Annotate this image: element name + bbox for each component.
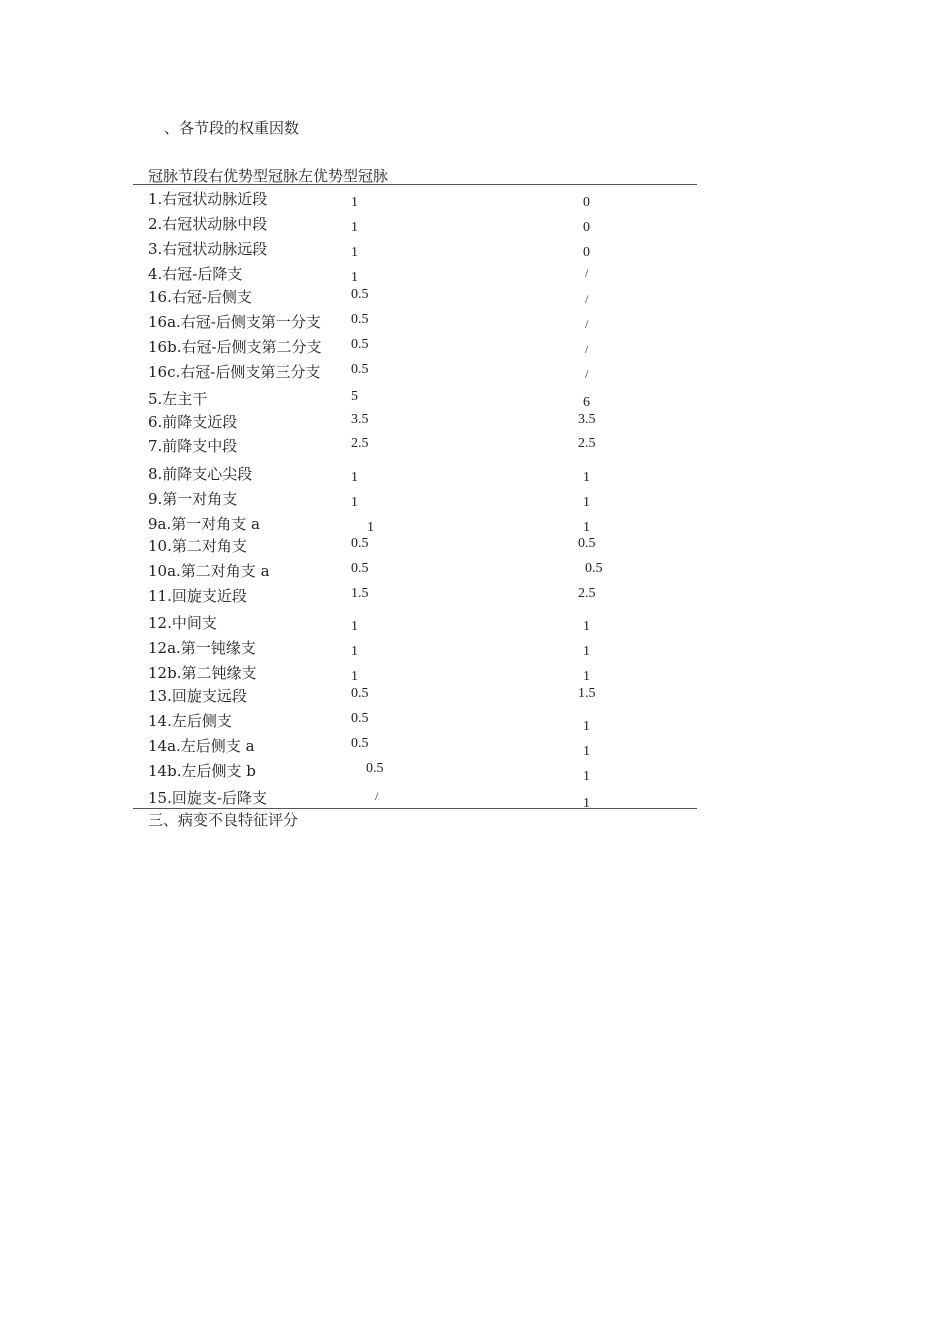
table-row bbox=[0, 363, 950, 383]
left-dominant-weight: 1 bbox=[583, 619, 590, 634]
left-dominant-weight: 1 bbox=[583, 470, 590, 485]
right-dominant-weight: 1 bbox=[351, 644, 358, 659]
segment-name: 1.右冠状动脉近段 bbox=[148, 190, 268, 208]
left-dominant-weight: 1 bbox=[583, 644, 590, 659]
segment-name: 12a.第一钝缘支 bbox=[148, 639, 256, 657]
table-row bbox=[0, 789, 950, 809]
left-dominant-weight: 2.5 bbox=[578, 436, 596, 451]
segment-name: 16b.右冠-后侧支第二分支 bbox=[148, 338, 322, 356]
left-dominant-weight: 1 bbox=[583, 796, 590, 811]
left-dominant-weight: 0.5 bbox=[578, 536, 596, 551]
table-row bbox=[0, 390, 950, 410]
table-row bbox=[0, 664, 950, 684]
left-dominant-weight: 1 bbox=[583, 669, 590, 684]
right-dominant-weight: 0.5 bbox=[351, 312, 369, 327]
segment-name: 14.左后侧支 bbox=[148, 712, 232, 730]
right-dominant-weight: 0.5 bbox=[351, 561, 369, 576]
segment-name: 12b.第二钝缘支 bbox=[148, 664, 257, 682]
table-row bbox=[0, 515, 950, 535]
right-dominant-weight: 0.5 bbox=[351, 536, 369, 551]
table-row bbox=[0, 762, 950, 782]
right-dominant-weight: 1 bbox=[351, 470, 358, 485]
left-dominant-weight: 0.5 bbox=[585, 561, 603, 576]
left-dominant-weight: 0 bbox=[583, 195, 590, 210]
table-row bbox=[0, 614, 950, 634]
left-dominant-weight: 1 bbox=[583, 769, 590, 784]
right-dominant-weight: 1 bbox=[351, 619, 358, 634]
segment-name: 10a.第二对角支 a bbox=[148, 562, 270, 580]
segment-name: 16a.右冠-后侧支第一分支 bbox=[148, 313, 321, 331]
table-row bbox=[0, 737, 950, 757]
right-dominant-weight: 0.5 bbox=[351, 736, 369, 751]
table-row bbox=[0, 338, 950, 358]
table-row bbox=[0, 437, 950, 457]
right-dominant-weight: 1 bbox=[351, 495, 358, 510]
right-dominant-weight: 1 bbox=[351, 245, 358, 260]
left-dominant-weight: 1 bbox=[583, 520, 590, 535]
table-row bbox=[0, 537, 950, 557]
segment-name: 13.回旋支远段 bbox=[148, 687, 247, 705]
right-dominant-weight: 5 bbox=[351, 389, 358, 404]
right-dominant-weight: 3.5 bbox=[351, 412, 369, 427]
right-dominant-weight: 1.5 bbox=[351, 586, 369, 601]
segment-name: 6.前降支近段 bbox=[148, 413, 238, 431]
segment-name: 2.右冠状动脉中段 bbox=[148, 215, 268, 233]
table-row bbox=[0, 265, 950, 285]
segment-name: 9.第一对角支 bbox=[148, 490, 238, 508]
table-row bbox=[0, 190, 950, 210]
table-bottom-rule bbox=[133, 808, 697, 809]
left-dominant-weight: / bbox=[585, 292, 589, 306]
left-dominant-weight: 2.5 bbox=[578, 586, 596, 601]
left-dominant-weight: 1 bbox=[583, 719, 590, 734]
table-row bbox=[0, 215, 950, 235]
right-dominant-weight: 0.5 bbox=[351, 686, 369, 701]
table-row bbox=[0, 490, 950, 510]
right-dominant-weight: 0.5 bbox=[351, 362, 369, 377]
right-dominant-weight: 1 bbox=[367, 520, 374, 535]
segment-name: 14a.左后侧支 a bbox=[148, 737, 255, 755]
segment-name: 4.右冠-后降支 bbox=[148, 265, 243, 283]
left-dominant-weight: / bbox=[585, 317, 589, 331]
right-dominant-weight: 1 bbox=[351, 220, 358, 235]
table-header: 冠脉节段右优势型冠脉左优势型冠脉 bbox=[148, 167, 389, 185]
left-dominant-weight: / bbox=[585, 342, 589, 356]
segment-name: 10.第二对角支 bbox=[148, 537, 247, 555]
table-row bbox=[0, 313, 950, 333]
right-dominant-weight: 0.5 bbox=[366, 761, 384, 776]
section-title-weights: 、各节段的权重因数 bbox=[164, 119, 300, 137]
table-row bbox=[0, 712, 950, 732]
left-dominant-weight: 6 bbox=[583, 395, 590, 410]
left-dominant-weight: 3.5 bbox=[578, 412, 596, 427]
segment-name: 16c.右冠-后侧支第三分支 bbox=[148, 363, 321, 381]
segment-name: 14b.左后侧支 b bbox=[148, 762, 256, 780]
section-title-lesion-scoring: 三、病变不良特征评分 bbox=[148, 811, 299, 829]
right-dominant-weight: 0.5 bbox=[351, 711, 369, 726]
right-dominant-weight: 0.5 bbox=[351, 287, 369, 302]
table-row bbox=[0, 288, 950, 308]
right-dominant-weight: / bbox=[375, 789, 379, 803]
left-dominant-weight: 0 bbox=[583, 245, 590, 260]
segment-name: 15.回旋支-后降支 bbox=[148, 789, 267, 807]
segment-name: 5.左主干 bbox=[148, 390, 208, 408]
left-dominant-weight: / bbox=[585, 367, 589, 381]
right-dominant-weight: 0.5 bbox=[351, 337, 369, 352]
left-dominant-weight: 0 bbox=[583, 220, 590, 235]
table-row bbox=[0, 562, 950, 582]
left-dominant-weight: 1 bbox=[583, 495, 590, 510]
left-dominant-weight: / bbox=[585, 266, 589, 280]
right-dominant-weight: 2.5 bbox=[351, 436, 369, 451]
segment-name: 11.回旋支近段 bbox=[148, 587, 247, 605]
right-dominant-weight: 1 bbox=[351, 195, 358, 210]
right-dominant-weight: 1 bbox=[351, 669, 358, 684]
table-row bbox=[0, 639, 950, 659]
left-dominant-weight: 1.5 bbox=[578, 686, 596, 701]
segment-name: 9a.第一对角支 a bbox=[148, 515, 260, 533]
table-row bbox=[0, 687, 950, 707]
right-dominant-weight: 1 bbox=[351, 270, 358, 285]
table-row bbox=[0, 587, 950, 607]
table-row bbox=[0, 465, 950, 485]
segment-name: 12.中间支 bbox=[148, 614, 217, 632]
segment-name: 16.右冠-后侧支 bbox=[148, 288, 252, 306]
segment-name: 7.前降支中段 bbox=[148, 437, 238, 455]
table-row bbox=[0, 240, 950, 260]
segment-name: 8.前降支心尖段 bbox=[148, 465, 253, 483]
table-row bbox=[0, 413, 950, 433]
segment-name: 3.右冠状动脉远段 bbox=[148, 240, 268, 258]
left-dominant-weight: 1 bbox=[583, 744, 590, 759]
